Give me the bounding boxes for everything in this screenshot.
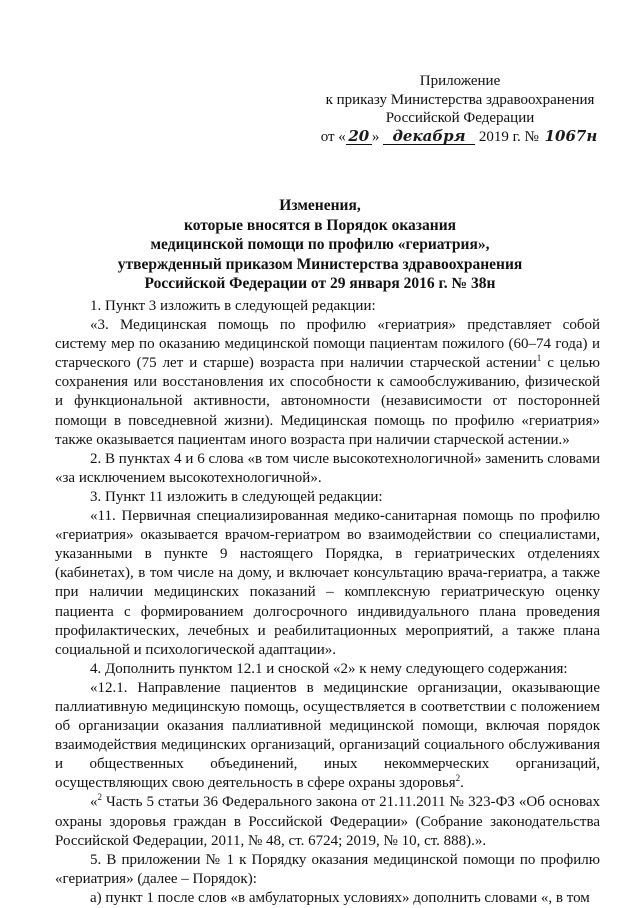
title-line-5: Российской Федерации от 29 января 2016 г. № 38н [144, 275, 496, 292]
paragraph-text-part: Часть 5 статьи 36 Федерального закона от 21.11.2011 № 323-ФЗ «Об основах охраны здоровья граждан в Российской Федерации» (Собрание законодательства Российской Федерации, 2011, № 48, ст. 6724; 2019, № 10, ст. 888).». [55, 794, 600, 849]
document-title [100, 196, 540, 294]
title-line-2: которые вносятся в Порядок оказания [183, 216, 457, 234]
document-body [55, 297, 600, 908]
footnote-2-text [55, 793, 600, 850]
handwritten-order-number: 1067н [544, 126, 598, 145]
appendix-date-line [300, 128, 620, 147]
handwritten-month: декабря [383, 128, 475, 145]
title-line-1: Изменения, [279, 197, 361, 214]
footnote-open-quote: « [90, 794, 98, 811]
appendix-order-line: к приказу Министерства здравоохранения [325, 91, 595, 108]
paragraph-subitem-a: а) пункт 1 после слов «в амбулаторных условиях» дополнить словами «, в том [90, 889, 590, 906]
title-line-3: медицинской помощи по профилю «гериатрия», [150, 236, 490, 253]
appendix-label: Приложение [419, 73, 501, 89]
paragraph-text-part: с целью сохранения или восстановления их способности к самообслуживанию, физической и функциональной активности, автономности (независимости от посторонней помощи в повседневной жизни). Медицинская помощь по профилю «гериатрия» также оказывается пациентам иного возраста при наличии старческой астении.» [55, 355, 601, 448]
paragraph-text-part: «3. Медицинская помощь по профилю «гериатрия» представляет собой систему мер по оказанию медицинской помощи пациентам пожилого (60–74 года) и старческого (75 лет и старше) возраста при наличии старческой астении [55, 317, 600, 372]
date-quote-close: » [371, 128, 380, 145]
paragraph-point-3-text [55, 316, 600, 450]
paragraph-item-1: 1. Пункт 3 изложить в следующей редакции: [90, 298, 376, 314]
paragraph-point-12-1-text [55, 679, 600, 794]
appendix-federation-line: Российской Федерации [385, 110, 535, 126]
paragraph-item-2: 2. В пунктах 4 и 6 слова «в том числе высокотехнологичной» заменить словами «за исключением высокотехнологичной». [55, 450, 600, 486]
year-and-number-label: 2019 г. № [478, 128, 539, 145]
paragraph-text-part: . [460, 775, 464, 792]
footnote-ref-1: 1 [536, 353, 542, 364]
paragraph-item-4: 4. Дополнить пунктом 12.1 и сноской «2» к нему следующего содержания: [90, 660, 568, 677]
date-prefix: от « [320, 128, 346, 145]
appendix-header [300, 72, 620, 146]
title-line-4: утвержденный приказом Министерства здравоохранения [117, 255, 523, 273]
footnote-mark-2: 2 [97, 792, 102, 803]
paragraph-point-11-text: «11. Первичная специализированная медико-санитарная помощь по профилю «гериатрия» оказывается врачом-гериатром во взаимодействии со специалистами, указанными в пункте 9 настоящего Порядка, в гериатрических отделениях (кабинетах), в том числе на дому, и включает консультацию врача-гериатра, а также при наличии медицинских показаний – комплексную гериатрическую оценку пациента с формированием долгосрочного индивидуального плана проведения профилактических, лечебных и реабилитационных мероприятий, а также плана социальной и психологической адаптации». [55, 508, 600, 658]
paragraph-item-5: 5. В приложении № 1 к Порядку оказания медицинской помощи по профилю «гериатрия» (далее – Порядок): [55, 851, 600, 887]
paragraph-text-part: «12.1. Направление пациентов в медицинские организации, оказывающие паллиативную медицинскую помощь, осуществляется в соответствии с положением об организации оказания паллиативной медицинской помощи, включая порядок взаимодействия медицинских организаций, организаций социального обслуживания и общественных объединений, иных некоммерческих организаций, осуществляющих свою деятельность в сфере охраны здоровья [55, 679, 600, 792]
footnote-ref-2: 2 [455, 773, 461, 784]
handwritten-day: 20 [346, 128, 372, 145]
paragraph-item-3: 3. Пункт 11 изложить в следующей редакции: [90, 488, 383, 505]
